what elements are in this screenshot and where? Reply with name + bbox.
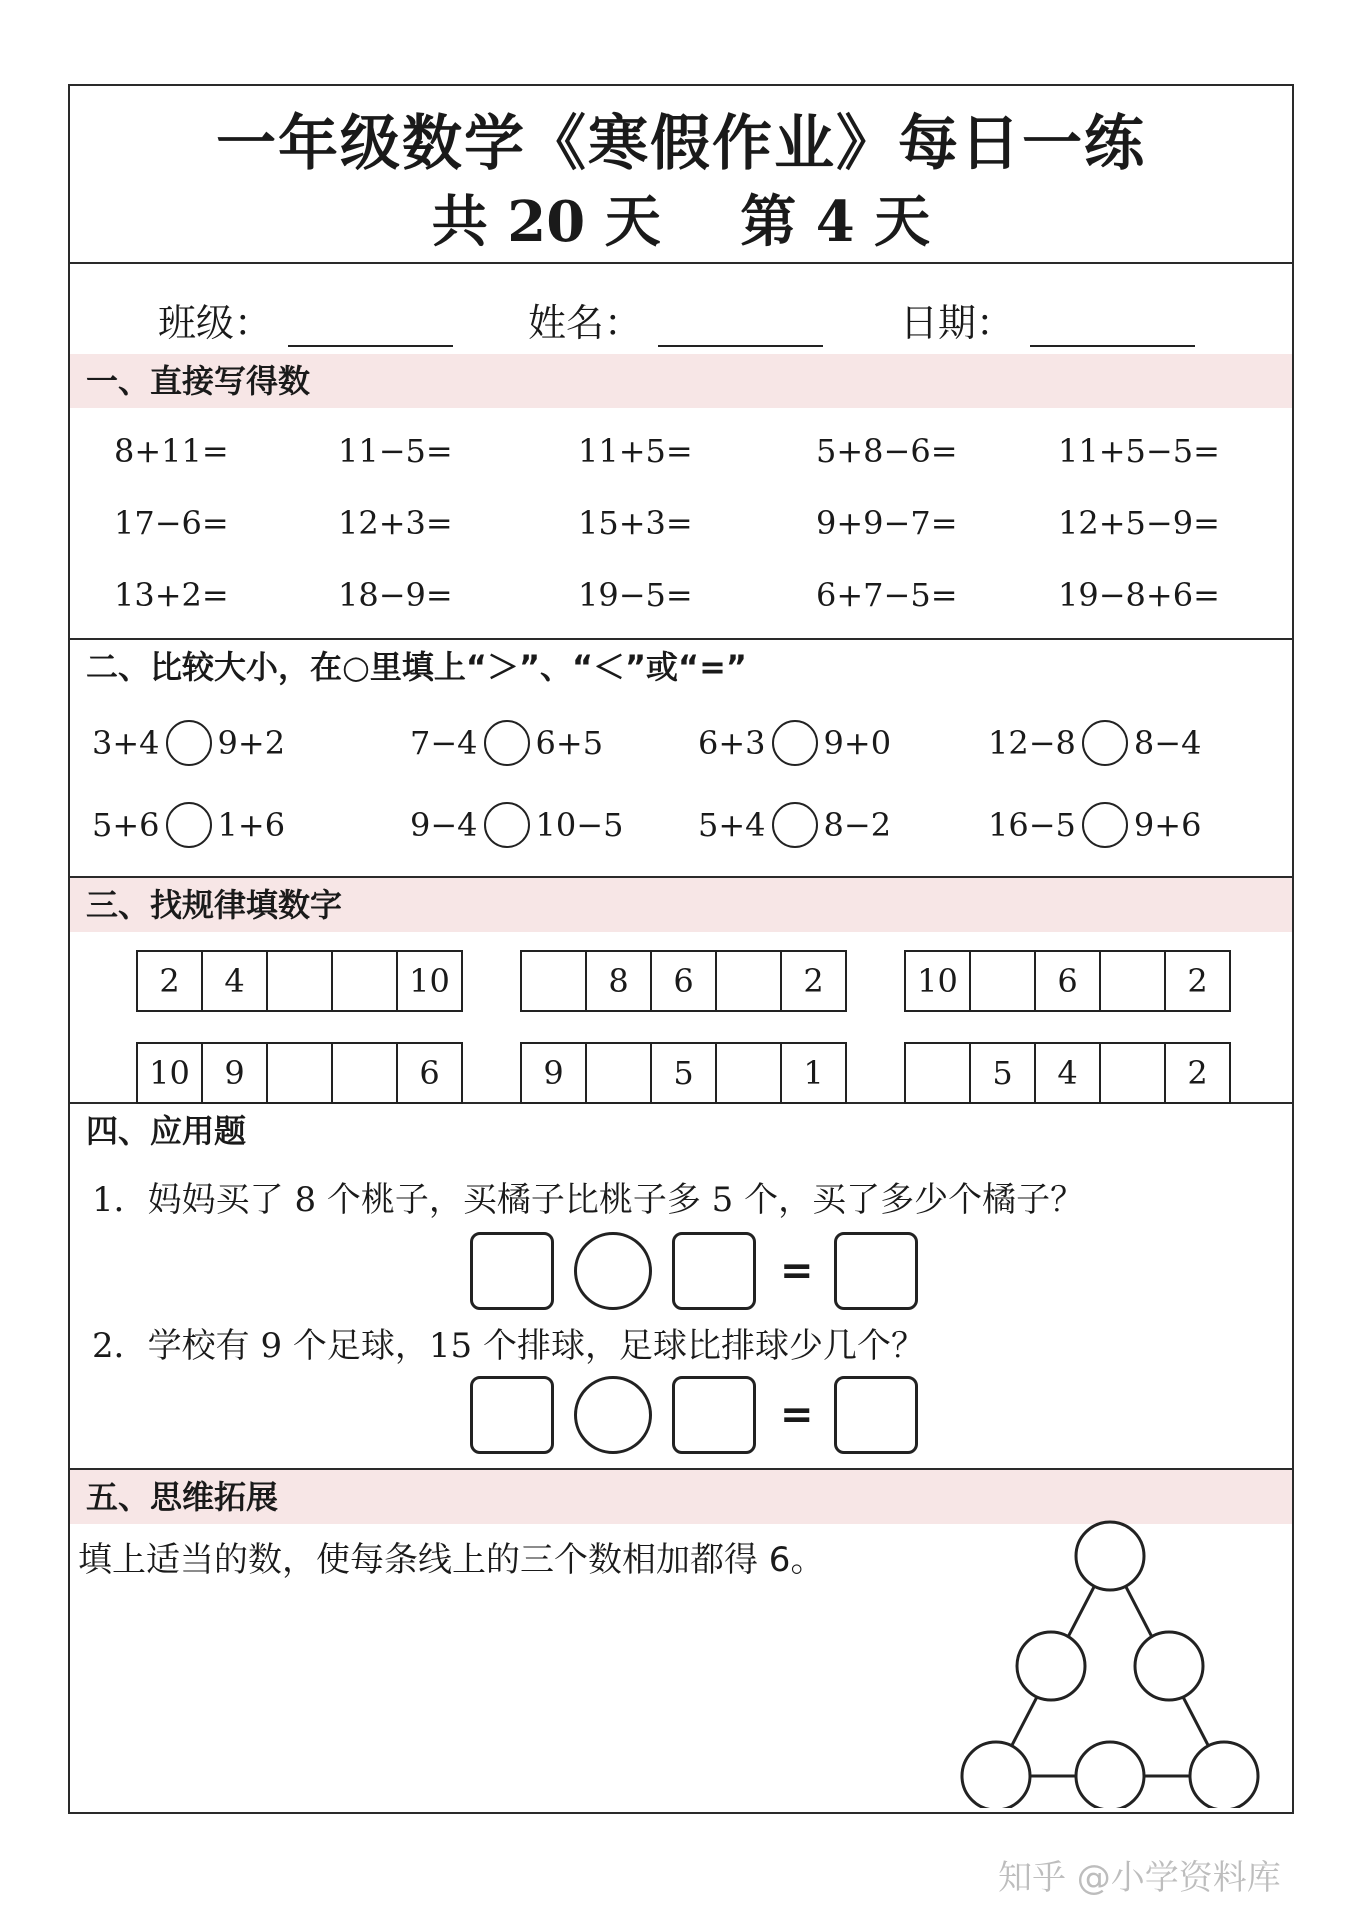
- section-heading: 四、应用题: [86, 1112, 247, 1150]
- sequence-cell: 10: [409, 962, 450, 1000]
- answer-box[interactable]: [672, 1232, 756, 1310]
- current-day: 第 4 天: [740, 189, 931, 255]
- section-heading: 三、找规律填数字: [70, 878, 1292, 932]
- answer-box[interactable]: [672, 1376, 756, 1454]
- compare-circle[interactable]: [166, 802, 212, 848]
- sequence-cell: 6: [1036, 952, 1101, 1010]
- total-days: 共 20 天: [431, 189, 661, 255]
- right-expression: 10−5: [535, 806, 624, 844]
- arithmetic-problem: 19−8+6=: [1058, 576, 1220, 614]
- result-box[interactable]: [834, 1376, 918, 1454]
- title-block: [70, 86, 1292, 264]
- answer-equation-2: [470, 1376, 918, 1454]
- sequence-cell: 9: [203, 1044, 268, 1102]
- operator-circle[interactable]: [574, 1376, 652, 1454]
- arithmetic-problem: 13+2=: [114, 576, 229, 614]
- puzzle-circle-right-mid[interactable]: [1135, 1632, 1203, 1700]
- sequence-cell: 2: [1187, 962, 1208, 1000]
- class-blank[interactable]: [288, 309, 453, 347]
- word-problem-1: 1．妈妈买了 8 个桃子，买橘子比桃子多 5 个，买了多少个橘子？: [92, 1180, 1085, 1220]
- puzzle-circle-top[interactable]: [1076, 1522, 1144, 1590]
- sequence-cell: 4: [203, 952, 268, 1010]
- sequence-cell: 5: [652, 1044, 717, 1102]
- sequence-cell: 6: [419, 1054, 440, 1092]
- arithmetic-problem: 12+5−9=: [1058, 504, 1220, 542]
- compare-circle[interactable]: [1082, 802, 1128, 848]
- arithmetic-problem: 12+3=: [338, 504, 453, 542]
- triangle-puzzle: [950, 1518, 1270, 1808]
- student-info-row: [70, 262, 1292, 356]
- right-expression: 8−2: [823, 806, 892, 844]
- section-heading: 二、比较大小，在○里填上“＞”、“＜”或“=”: [86, 648, 747, 686]
- name-blank[interactable]: [658, 309, 823, 347]
- section-compare: [70, 640, 1292, 878]
- class-field: 班级：: [158, 292, 453, 347]
- sequence-cell: 2: [1187, 1054, 1208, 1092]
- arithmetic-problem: 5+8−6=: [816, 432, 958, 470]
- date-field: 日期：: [900, 292, 1195, 347]
- number-sequence: [904, 950, 1231, 1012]
- compare-circle[interactable]: [1082, 720, 1128, 766]
- equals-sign: =: [780, 1392, 814, 1438]
- sequence-blank-cell[interactable]: [587, 1044, 652, 1102]
- sequence-cell: 9: [522, 1044, 587, 1102]
- puzzle-circle-bottom-left[interactable]: [962, 1742, 1030, 1808]
- section-heading: 五、思维拓展: [70, 1470, 1292, 1524]
- compare-problem: [410, 802, 623, 848]
- sequence-cell: 5: [971, 1044, 1036, 1102]
- puzzle-instruction: 填上适当的数，使每条线上的三个数相加都得 6。: [78, 1540, 825, 1580]
- left-expression: 7−4: [410, 724, 478, 762]
- compare-circle[interactable]: [484, 720, 530, 766]
- left-expression: 9−4: [410, 806, 478, 844]
- answer-box[interactable]: [470, 1376, 554, 1454]
- sequence-blank-cell[interactable]: [522, 952, 587, 1010]
- section-word-problems: [70, 1104, 1292, 1470]
- right-expression: 8−4: [1133, 724, 1202, 762]
- sequence-blank-cell[interactable]: [1101, 952, 1166, 1010]
- number-sequence: [520, 1042, 847, 1104]
- compare-circle[interactable]: [772, 720, 818, 766]
- sequence-cell: 8: [587, 952, 652, 1010]
- date-blank[interactable]: [1030, 309, 1195, 347]
- operator-circle[interactable]: [574, 1232, 652, 1310]
- sequence-cell: 6: [652, 952, 717, 1010]
- number-sequence: [136, 1042, 463, 1104]
- sequence-blank-cell[interactable]: [717, 952, 782, 1010]
- sequence-blank-cell[interactable]: [333, 1044, 398, 1102]
- worksheet: [68, 84, 1294, 1814]
- name-field: 姓名：: [528, 292, 823, 347]
- day-counter: [70, 178, 1292, 258]
- section-patterns: [70, 878, 1292, 1104]
- sequence-cell: 10: [906, 952, 971, 1010]
- compare-problem: [410, 720, 603, 766]
- compare-problem: [698, 802, 891, 848]
- answer-equation-1: [470, 1232, 918, 1310]
- sequence-blank-cell[interactable]: [268, 1044, 333, 1102]
- puzzle-circle-bottom-mid[interactable]: [1076, 1742, 1144, 1808]
- compare-problem: [698, 720, 891, 766]
- left-expression: 3+4: [92, 724, 160, 762]
- sequence-blank-cell[interactable]: [971, 952, 1036, 1010]
- sequence-blank-cell[interactable]: [268, 952, 333, 1010]
- sequence-cell: 10: [138, 1044, 203, 1102]
- result-box[interactable]: [834, 1232, 918, 1310]
- sequence-cell: 2: [138, 952, 203, 1010]
- left-expression: 6+3: [698, 724, 766, 762]
- sequence-blank-cell[interactable]: [333, 952, 398, 1010]
- left-expression: 12−8: [988, 724, 1076, 762]
- arithmetic-problem: 11+5−5=: [1058, 432, 1220, 470]
- arithmetic-problem: 18−9=: [338, 576, 453, 614]
- right-expression: 9+6: [1133, 806, 1202, 844]
- worksheet-title: 一年级数学《寒假作业》每日一练: [216, 109, 1146, 179]
- compare-circle[interactable]: [484, 802, 530, 848]
- left-expression: 5+4: [698, 806, 766, 844]
- arithmetic-problem: 19−5=: [578, 576, 693, 614]
- number-sequence: [904, 1042, 1231, 1104]
- right-expression: 9+2: [217, 724, 286, 762]
- arithmetic-problem: 11−5=: [338, 432, 453, 470]
- section-heading: 一、直接写得数: [70, 354, 1292, 408]
- arithmetic-problem: 15+3=: [578, 504, 693, 542]
- arithmetic-problem: 8+11=: [114, 432, 229, 470]
- sequence-blank-cell[interactable]: [717, 1044, 782, 1102]
- right-expression: 6+5: [535, 724, 604, 762]
- right-expression: 1+6: [217, 806, 286, 844]
- sequence-blank-cell[interactable]: [906, 1044, 971, 1102]
- answer-box[interactable]: [470, 1232, 554, 1310]
- left-expression: 5+6: [92, 806, 160, 844]
- watermark: 知乎 @小学资料库: [998, 1858, 1281, 1898]
- sequence-blank-cell[interactable]: [1101, 1044, 1166, 1102]
- equals-sign: =: [780, 1248, 814, 1294]
- left-expression: 16−5: [988, 806, 1076, 844]
- compare-problem: [92, 720, 285, 766]
- arithmetic-problem: 9+9−7=: [816, 504, 958, 542]
- arithmetic-problem: 17−6=: [114, 504, 229, 542]
- sequence-cell: 2: [803, 962, 824, 1000]
- compare-problem: [988, 720, 1201, 766]
- arithmetic-problem: 6+7−5=: [816, 576, 958, 614]
- number-sequence: [520, 950, 847, 1012]
- puzzle-circle-left-mid[interactable]: [1017, 1632, 1085, 1700]
- puzzle-circle-bottom-right[interactable]: [1190, 1742, 1258, 1808]
- section-mental-math: [70, 354, 1292, 640]
- sequence-cell: 4: [1036, 1044, 1101, 1102]
- word-problem-2: 2．学校有 9 个足球，15 个排球，足球比排球少几个？: [92, 1326, 925, 1366]
- compare-circle[interactable]: [772, 802, 818, 848]
- compare-problem: [92, 802, 285, 848]
- right-expression: 9+0: [823, 724, 892, 762]
- section-thinking: [70, 1470, 1292, 1812]
- compare-problem: [988, 802, 1201, 848]
- compare-circle[interactable]: [166, 720, 212, 766]
- number-sequence: [136, 950, 463, 1012]
- sequence-cell: 1: [803, 1054, 824, 1092]
- arithmetic-problem: 11+5=: [578, 432, 693, 470]
